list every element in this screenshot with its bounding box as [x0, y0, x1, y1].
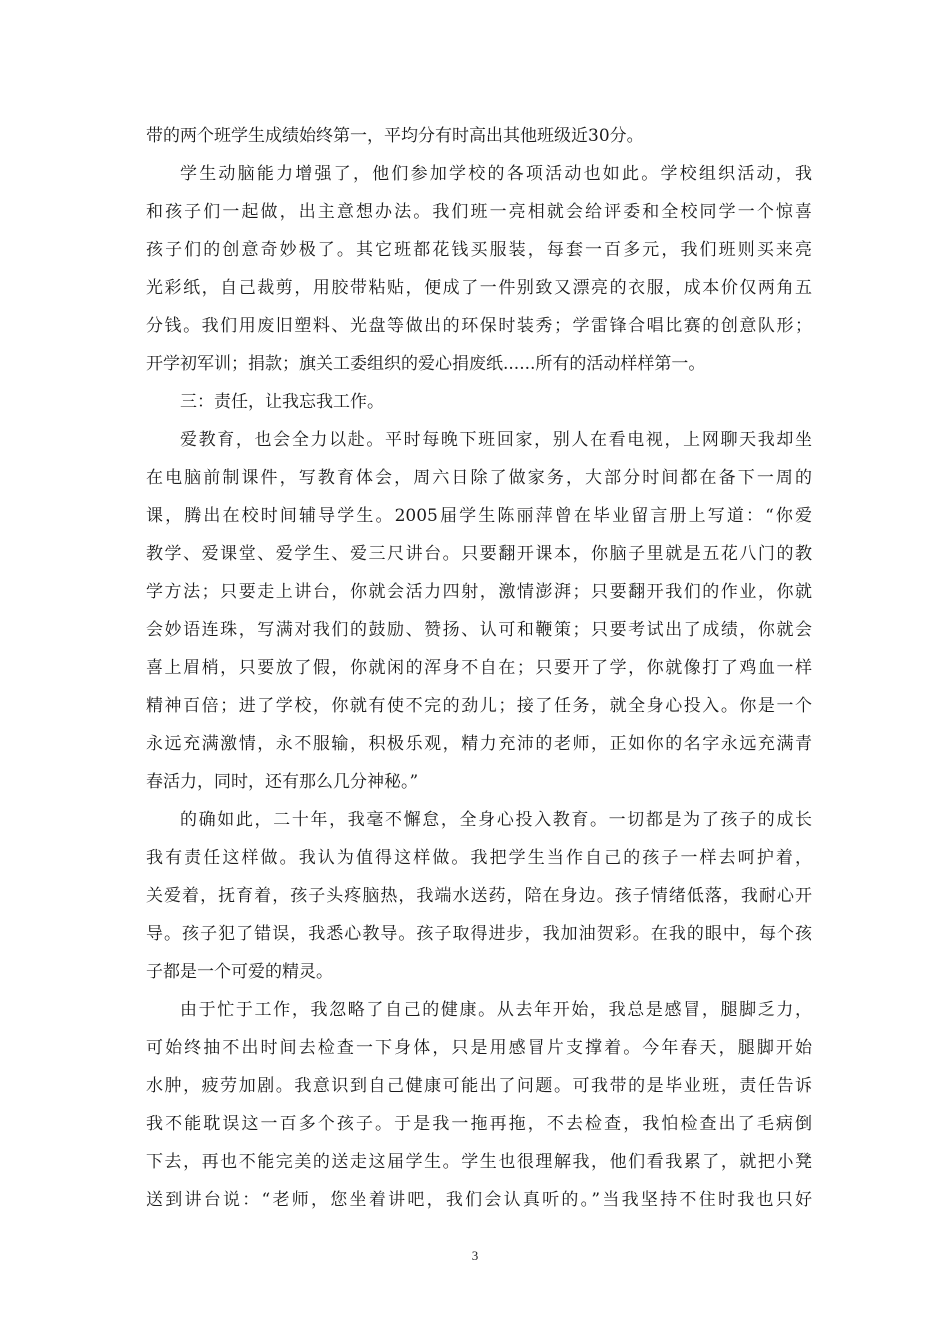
text-line: 爱教育，也会全力以赴。平时每晚下班回家，别人在看电视，上网聊天我却坐 [180, 430, 812, 450]
text-line: 春活力，同时，还有那么几分神秘。” [146, 772, 419, 792]
text-line: 和孩子们一起做，出主意想办法。我们班一亮相就会给评委和全校同学一个惊喜 [146, 202, 812, 222]
text-line: 教学、爱课堂、爱学生、爱三尺讲台。只要翻开课本，你脑子里就是五花八门的教 [146, 544, 812, 564]
text-line: 送到讲台说：“老师，您坐着讲吧，我们会认真听的。”当我坚持不住时我也只好 [146, 1190, 812, 1210]
text-line: 精神百倍；进了学校，你就有使不完的劲儿；接了任务，就全身心投入。你是一个 [146, 696, 812, 716]
text-line: 可始终抽不出时间去检查一下身体，只是用感冒片支撑着。今年春天，腿脚开始 [146, 1038, 812, 1058]
page-number: 3 [471, 1248, 479, 1263]
text-line: 分钱。我们用废旧塑料、光盘等做出的环保时装秀；学雷锋合唱比赛的创意队形； [146, 316, 812, 336]
text-line: 学方法；只要走上讲台，你就会活力四射，激情澎湃；只要翻开我们的作业，你就 [146, 582, 812, 602]
text-line: 导。孩子犯了错误，我悉心教导。孩子取得进步，我加油贺彩。在我的眼中，每个孩 [146, 924, 812, 944]
text-line: 学生动脑能力增强了，他们参加学校的各项活动也如此。学校组织活动，我 [180, 164, 812, 184]
text-line: 子都是一个可爱的精灵。 [146, 962, 333, 982]
text-line: 关爱着，抚育着，孩子头疼脑热，我端水送药，陪在身边。孩子情绪低落，我耐心开 [146, 886, 812, 906]
text-line: 带的两个班学生成绩始终第一，平均分有时高出其他班级近30分。 [146, 126, 644, 146]
document-body [146, 117, 812, 1219]
text-line: 光彩纸，自己裁剪，用胶带粘贴，便成了一件别致又漂亮的衣服，成本价仅两角五 [146, 278, 812, 298]
text-line: 开学初军训；捐款；旗关工委组织的爱心捐废纸......所有的活动样样第一。 [146, 354, 706, 374]
text-line: 我有责任这样做。我认为值得这样做。我把学生当作自己的孩子一样去呵护着， [146, 848, 812, 868]
text-line: 我不能耽误这一百多个孩子。于是我一拖再拖，不去检查，我怕检查出了毛病倒 [146, 1114, 812, 1134]
text-line: 孩子们的创意奇妙极了。其它班都花钱买服装，每套一百多元，我们班则买来亮 [146, 240, 812, 260]
section-heading: 三：责任，让我忘我工作。 [180, 392, 384, 412]
text-line: 喜上眉梢，只要放了假，你就闲的浑身不自在；只要开了学，你就像打了鸡血一样 [146, 658, 812, 678]
text-line: 水肿，疲劳加剧。我意识到自己健康可能出了问题。可我带的是毕业班，责任告诉 [146, 1076, 812, 1096]
text-line: 永远充满激情，永不服输，积极乐观，精力充沛的老师，正如你的名字永远充满青 [146, 734, 812, 754]
text-line: 在电脑前制课件，写教育体会，周六日除了做家务，大部分时间都在备下一周的 [146, 468, 812, 488]
text-line: 由于忙于工作，我忽略了自己的健康。从去年开始，我总是感冒，腿脚乏力， [180, 1000, 812, 1020]
text-line: 下去，再也不能完美的送走这届学生。学生也很理解我，他们看我累了，就把小凳 [146, 1152, 812, 1172]
text-line: 会妙语连珠，写满对我们的鼓励、赞扬、认可和鞭策；只要考试出了成绩，你就会 [146, 620, 812, 640]
text-line: 的确如此，二十年，我毫不懈怠，全身心投入教育。一切都是为了孩子的成长 [180, 810, 812, 830]
text-line: 课，腾出在校时间辅导学生。2005届学生陈丽萍曾在毕业留言册上写道：“你爱 [146, 506, 812, 526]
